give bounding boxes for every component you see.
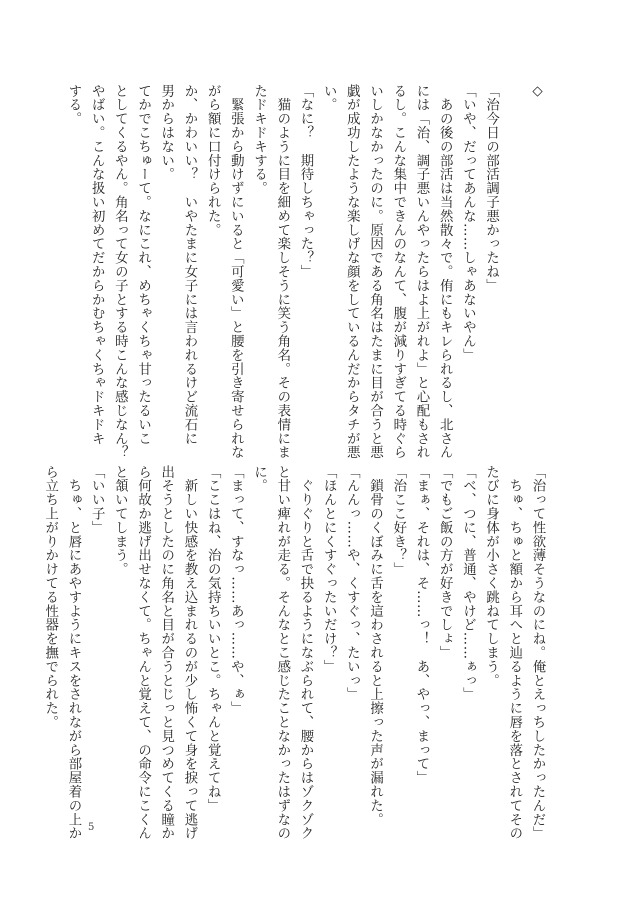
- text-line: としてくるやん。角名って女の子とする時こんな感じなん？: [112, 84, 128, 460]
- text-line: 「ここはね、治の気持ちいいとこ。ちゃんと覚えてね」: [205, 465, 221, 813]
- text-line: るし。こんな集中できんのなんて、腹が減りすぎてる時ぐら: [390, 84, 406, 460]
- text-line: てかでこちゅーて。なにこれ、めちゃくちゃ甘ったるいこ: [135, 84, 151, 446]
- text-line: 「治今日の部活調子悪かったね」: [483, 84, 499, 293]
- text-line: 出そうとしたのに角名と目が合うとじっと見つめてくる瞳か: [158, 465, 174, 841]
- text-line: 「まって、すなっ……あっ……や、ぁ」: [228, 465, 244, 716]
- text-line: か、かわいい？ いやたまに女子には言われるけど流石に: [181, 84, 197, 446]
- text-line: 「いい子」: [89, 465, 105, 535]
- page-number: 5: [88, 822, 95, 833]
- text-line: い。: [321, 84, 337, 112]
- text-line: いしかなかったのに。原因である角名はたまに目が合うと悪: [367, 84, 383, 460]
- lower-text-block: [42, 465, 549, 841]
- text-line: 「治ここ好き？」: [390, 465, 406, 577]
- text-line: ぐりぐりと舌で抉るようになぶられて、腰からはゾクゾク: [297, 465, 313, 841]
- text-line: ◇: [530, 84, 545, 100]
- upper-text-block: [65, 84, 549, 460]
- text-line: あの後の部活は当然散々で。侑にもキレられるし、北さん: [437, 84, 453, 460]
- text-line: に。: [251, 465, 267, 493]
- text-line: 「んんっ……や、くすぐっ、たいっ」: [344, 465, 360, 702]
- text-line: 「なに？ 期待しちゃった？」: [297, 84, 313, 279]
- text-line: 猫のように目を細めて楽しそうに笑う角名。その表情にま: [274, 84, 290, 460]
- text-line: がら額に口付けられた。: [205, 84, 221, 237]
- text-line: ちゅ、ちゅと額から耳へと辿るように唇を落とされてその: [506, 465, 522, 841]
- text-line: たびに身体が小さく跳ねてしまう。: [483, 465, 499, 688]
- text-line: には「治、調子悪いんやったらはよ上がれよ」と心配もされ: [413, 84, 429, 460]
- text-line: と頷いてしまう。: [112, 465, 128, 577]
- text-line: ら何故か逃げ出せなくて。ちゃんと覚えて、の命令にこくん: [135, 465, 151, 841]
- text-line: 戯が成功したような楽しげな顔をしているんだからタチが悪: [344, 84, 360, 460]
- text-line: 鎖骨のくぼみに舌を這わされると上擦った声が漏れた。: [367, 465, 383, 827]
- text-line: 緊張から動けずにいると「可愛い」と腰を引き寄せられな: [228, 84, 244, 460]
- text-line: 「でもご飯の方が好きでしょ」: [437, 465, 453, 660]
- text-line: と甘い痺れが走る。そんなとこ感じたことなかったはずなの: [274, 465, 290, 841]
- text-line: ちゅ、と唇にあやすようにキスをされながら部屋着の上か: [65, 465, 81, 841]
- text-line: 「治って性欲薄そうなのにね。俺とえっちしたかったんだ」: [530, 465, 545, 841]
- text-line: ら立ち上がりかけてる性器を撫でられた。: [42, 465, 58, 730]
- text-line: 新しい快感を教え込まれるのが少し怖くて身を捩って逃げ: [181, 465, 197, 841]
- text-line: 男からはない。: [158, 84, 174, 182]
- text-line: 「いや、だってあんな……しゃあないやん」: [460, 84, 476, 362]
- text-line: 「ほんとにくすぐったいだけ？」: [321, 465, 337, 674]
- text-line: [503, 84, 526, 436]
- text-line: たドキドキする。: [251, 84, 267, 196]
- text-line: 「まぁ、それは、そ……っ！ あ、やっ、まって」: [413, 465, 429, 785]
- text-line: する。: [65, 84, 81, 126]
- text-line: 「べ、つに、普通、やけど……ぁっ」: [460, 465, 476, 702]
- text-line: やばい。こんな扱い初めてだからかむちゃくちゃドキドキ: [89, 84, 105, 446]
